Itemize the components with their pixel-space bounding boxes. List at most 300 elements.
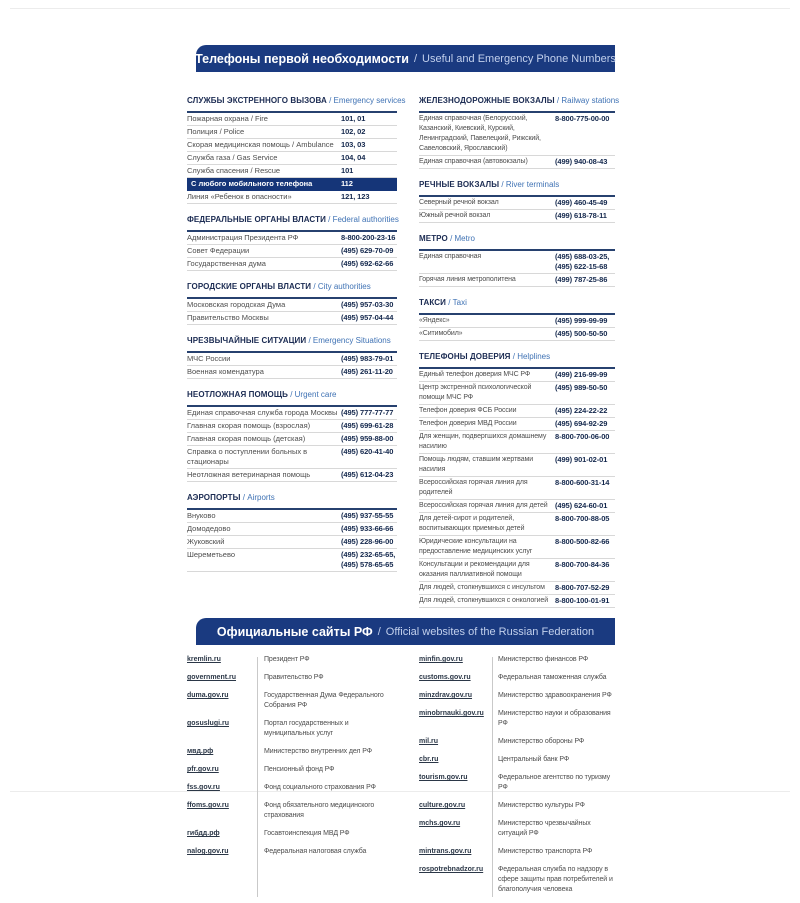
site-description: Правительство РФ: [264, 674, 324, 681]
phone-row-highlighted: [187, 178, 397, 191]
phone-row: [187, 433, 397, 446]
site-link[interactable]: gosuslugi.ru: [187, 720, 229, 727]
phone-row-number: [341, 511, 397, 521]
section-title: [187, 276, 397, 299]
phone-number-line: 8-800-600-31-14: [555, 478, 610, 487]
section-title: [419, 228, 615, 251]
phone-row: [187, 165, 397, 178]
phone-row-number: [341, 140, 397, 150]
section-title-ru: ГОРОДСКИЕ ОРГАНЫ ВЛАСТИ: [187, 282, 312, 291]
site-row: [187, 783, 397, 793]
phone-row: [419, 113, 615, 156]
phone-row-label: Внуково: [187, 511, 216, 520]
section-title: [419, 346, 615, 369]
phone-row: [187, 366, 397, 379]
phone-row-number: [555, 383, 615, 393]
section-title-ru: НЕОТЛОЖНАЯ ПОМОЩЬ: [187, 390, 288, 399]
site-description: Пенсионный фонд РФ: [264, 766, 335, 773]
phone-row: [187, 139, 397, 152]
phone-number-line: 112: [341, 179, 353, 188]
phone-number-line: (495) 261-11-20: [341, 367, 393, 376]
section-title-en: Helplines: [517, 352, 551, 361]
phone-row: [187, 523, 397, 536]
phone-row-label: «Яндекс»: [419, 317, 450, 324]
phone-row-label: Горячая линия метрополитена: [419, 276, 516, 283]
phone-row-number: [341, 127, 397, 137]
phone-row: [419, 513, 615, 536]
sites-directory: [187, 655, 615, 903]
section-title-en: Railway stations: [561, 96, 620, 105]
phone-row-number: [555, 252, 615, 272]
phone-row: [419, 251, 615, 274]
phone-section: [419, 90, 620, 169]
phone-number-line: (495) 224-22-22: [555, 406, 608, 415]
section-title-en: Airports: [247, 493, 275, 502]
sites-left-column: [187, 655, 397, 903]
phone-number-line: 101, 01: [341, 114, 366, 123]
section-title-en: Taxi: [452, 298, 467, 307]
phone-row-number: [555, 211, 615, 221]
phone-number-line: (495) 620-41-40: [341, 447, 394, 456]
phones-banner-title-en: Useful and Emergency Phone Numbers: [422, 52, 616, 65]
phone-row-label: Справка о поступлении больных в стационары: [187, 447, 308, 466]
phone-number-line: 8-800-700-88-05: [555, 514, 610, 523]
site-link[interactable]: мвд.рф: [187, 748, 214, 755]
section-title: [187, 90, 406, 113]
phone-row-label: Для женщин, подвергшихся домашнему насилию: [419, 433, 547, 450]
site-link[interactable]: culture.gov.ru: [419, 802, 466, 809]
phone-number-line: (495) 983-79-01: [341, 354, 394, 363]
phone-row: [187, 113, 397, 126]
site-row: [187, 829, 397, 839]
phone-row: [187, 446, 397, 469]
phone-row-label: Телефон доверия МВД России: [419, 420, 517, 427]
section-title-separator: /: [311, 282, 318, 291]
phone-row-number: [341, 550, 397, 570]
phone-row-number: [341, 300, 397, 310]
section-title-en: Metro: [454, 234, 475, 243]
phone-number-line: (495) 694-92-29: [555, 419, 608, 428]
phone-number-line: (495) 957-04-44: [341, 313, 394, 322]
section-title-en: River terminals: [505, 180, 560, 189]
site-description: Президент РФ: [264, 656, 310, 663]
site-description: Министерство обороны РФ: [498, 738, 585, 745]
phone-row-number: [555, 596, 615, 606]
section-title-separator: /: [306, 336, 313, 345]
site-row: [187, 801, 397, 821]
site-description: Фонд обязательного медицинского страхования: [264, 802, 375, 819]
phone-number-line: 8-800-200-23-16: [341, 233, 396, 242]
phone-row-label: Жуковский: [187, 537, 225, 546]
phone-section: [187, 487, 397, 572]
phones-banner: [196, 45, 615, 72]
site-row: [187, 673, 397, 683]
site-description: Министерство финансов РФ: [498, 656, 589, 663]
phone-number-line: (495) 688-03-25,: [555, 252, 610, 261]
phone-row-number: [341, 166, 397, 176]
site-row: [187, 691, 397, 711]
phone-section: [419, 292, 615, 341]
phone-row: [419, 536, 615, 559]
phone-row: [187, 469, 397, 482]
site-row: [419, 737, 615, 747]
phone-number-line: (495) 578-65-65: [341, 560, 394, 569]
phone-row-number: [341, 524, 397, 534]
site-description: Фонд социального страхования РФ: [264, 784, 376, 791]
section-title-ru: ТАКСИ: [419, 298, 446, 307]
phone-row-number: [341, 233, 397, 243]
phone-row-number: [341, 421, 397, 431]
phone-number-line: (495) 500-50-50: [555, 329, 608, 338]
phone-row-label: Московская городская Дума: [187, 300, 286, 309]
phone-number-line: (495) 228-96-00: [341, 537, 394, 546]
phone-section: [419, 346, 615, 608]
section-title-separator: /: [326, 96, 334, 105]
phone-row-number: [555, 560, 615, 570]
page-content: [187, 45, 620, 903]
phone-row-label: Неотложная ветеринарная помощь: [187, 470, 311, 479]
phone-number-line: (495) 957-03-30: [341, 300, 394, 309]
site-row: [187, 747, 397, 757]
phone-row-number: [341, 114, 397, 124]
phone-row-label: Правительство Москвы: [187, 313, 269, 322]
phone-row: [419, 315, 615, 328]
site-description: Госавтоинспекция МВД РФ: [264, 830, 350, 837]
phone-section: [187, 330, 397, 379]
phone-row-label: Для людей, столкнувшихся с инсультом: [419, 584, 545, 591]
phone-row-number: [555, 329, 615, 339]
site-description: Федеральная таможенная служба: [498, 674, 607, 681]
site-row: [419, 755, 615, 765]
phone-number-line: (499) 901-02-01: [555, 455, 608, 464]
phone-row-label: Единая справочная (автовокзалы): [419, 158, 528, 165]
phone-number-line: (499) 460-45-49: [555, 198, 608, 207]
site-link[interactable]: cbr.ru: [419, 756, 439, 763]
phone-row-number: [341, 153, 397, 163]
site-description: Министерство внутренних дел РФ: [264, 748, 372, 755]
section-title-ru: СЛУЖБЫ ЭКСТРЕННОГО ВЫЗОВА: [187, 96, 327, 105]
phone-row-number: [341, 470, 397, 480]
phone-row-number: [555, 114, 615, 124]
phone-row: [187, 299, 397, 312]
phone-number-line: (495) 699-61-28: [341, 421, 394, 430]
phone-number-line: (499) 787-25-86: [555, 275, 608, 284]
phone-row: [419, 418, 615, 431]
phone-number-line: (495) 622-15-68: [555, 262, 608, 271]
phone-row: [419, 328, 615, 341]
section-title-separator: /: [510, 352, 518, 361]
section-title-ru: ЖЕЛЕЗНОДОРОЖНЫЕ ВОКЗАЛЫ: [419, 96, 555, 105]
phone-row: [187, 312, 397, 325]
site-row: [419, 691, 615, 701]
phone-row-label: Южный речной вокзал: [419, 212, 491, 219]
site-link[interactable]: ffoms.gov.ru: [187, 802, 229, 809]
site-link[interactable]: pfr.gov.ru: [187, 766, 219, 773]
phone-row: [187, 549, 397, 572]
phone-number-line: (499) 940-08-43: [555, 157, 608, 166]
site-description: Федеральная служба по надзору в сфере защиты прав потребителей и благополучия человека: [498, 866, 613, 893]
phone-row-number: [341, 259, 397, 269]
section-title-separator: /: [445, 298, 453, 307]
sites-banner-title-en: Official websites of the Russian Federation: [385, 625, 595, 638]
site-row: [187, 655, 397, 665]
phone-row-number: [341, 313, 397, 323]
phone-row-label: Всероссийская горячая линия для детей: [419, 502, 548, 509]
phone-row-number: [555, 198, 615, 208]
section-title-separator: /: [499, 180, 506, 189]
phone-row-number: [555, 432, 615, 442]
phone-directory: [187, 90, 620, 608]
phone-row: [187, 126, 397, 139]
phone-row-number: [341, 537, 397, 547]
phone-row-label: С любого мобильного телефона: [191, 179, 313, 188]
phone-row-label: Полиция / Police: [187, 127, 245, 136]
phone-number-line: 8-800-707-52-29: [555, 583, 610, 592]
section-title-separator: /: [240, 493, 248, 502]
phone-row-label: Для людей, столкнувшихся с онкологией: [419, 597, 549, 604]
phone-number-line: (495) 692-62-66: [341, 259, 394, 268]
phone-row-number: [341, 367, 397, 377]
phone-row-number: [555, 501, 615, 511]
site-row: [419, 709, 615, 729]
phone-row-label: Служба газа / Gas Service: [187, 153, 278, 162]
phone-row: [419, 477, 615, 500]
phone-row-number: [555, 406, 615, 416]
phone-row: [419, 595, 615, 608]
phone-row-label: Единая справочная служба города Москвы: [187, 408, 338, 417]
section-title-ru: ЧРЕЗВЫЧАЙНЫЕ СИТУАЦИИ: [187, 336, 307, 345]
site-description: Центральный банк РФ: [498, 756, 570, 763]
section-title-ru: ТЕЛЕФОНЫ ДОВЕРИЯ: [419, 352, 511, 361]
section-title-separator: /: [287, 390, 295, 399]
site-link[interactable]: nalog.gov.ru: [187, 848, 229, 855]
site-description: Государственная Дума Федерального Собрания РФ: [264, 692, 384, 709]
site-row: [419, 801, 615, 811]
phone-row-number: [341, 354, 397, 364]
phone-row-number: [341, 434, 397, 444]
phone-number-line: 8-800-500-82-66: [555, 537, 610, 546]
phone-row-label: Домодедово: [187, 524, 231, 533]
section-title-ru: МЕТРО: [419, 234, 448, 243]
phone-section: [187, 276, 397, 325]
phone-row: [419, 454, 615, 477]
phone-row-label: Юридические консультации на предоставление медицинских услуг: [419, 538, 533, 555]
phone-number-line: (495) 629-70-09: [341, 246, 394, 255]
phone-section: [187, 90, 406, 204]
site-description: Министерство здравоохранения РФ: [498, 692, 612, 699]
phone-number-line: 103, 03: [341, 140, 366, 149]
phone-row-label: Скорая медицинская помощь / Ambulance: [187, 140, 334, 149]
section-title-en: City authorities: [317, 282, 371, 291]
site-link[interactable]: minobrnauki.gov.ru: [419, 710, 484, 717]
phone-row-label: Консультации и рекомендации для оказания паллиативной помощи: [419, 561, 530, 578]
site-link[interactable]: mintrans.gov.ru: [419, 848, 472, 855]
phone-number-line: (495) 937-55-55: [341, 511, 394, 520]
phone-row: [419, 582, 615, 595]
phone-number-line: 102, 02: [341, 127, 366, 136]
phone-number-line: (495) 959-88-00: [341, 434, 394, 443]
phone-row-label: Служба спасения / Rescue: [187, 166, 281, 175]
site-description: Федеральная налоговая служба: [264, 848, 367, 855]
phone-row-number: [555, 419, 615, 429]
section-title-separator: /: [325, 215, 333, 224]
phone-row: [187, 258, 397, 271]
phone-row-number: [341, 447, 397, 457]
phone-row: [187, 536, 397, 549]
sites-banner-separator: /: [377, 625, 381, 638]
phone-section: [187, 209, 397, 271]
phone-number-line: (495) 777-77-77: [341, 408, 394, 417]
phone-row: [419, 156, 615, 169]
phone-directory-right-column: [419, 90, 620, 608]
site-row: [419, 819, 615, 839]
phone-row-label: Совет Федерации: [187, 246, 250, 255]
phone-row-label: «Ситимобил»: [419, 330, 463, 337]
phone-row-number: [555, 275, 615, 285]
section-title-separator: /: [554, 96, 562, 105]
phone-row: [419, 274, 615, 287]
phone-row: [419, 369, 615, 382]
phone-row-label: Единая справочная: [419, 253, 482, 260]
section-title: [187, 487, 397, 510]
phone-row-label: МЧС России: [187, 354, 231, 363]
section-title: [419, 90, 620, 113]
phone-row-number: [341, 179, 397, 189]
phone-number-line: (499) 618-78-11: [555, 211, 607, 220]
phone-row-label: Пожарная охрана / Fire: [187, 114, 268, 123]
site-row: [187, 847, 397, 857]
phone-number-line: 8-800-700-06-00: [555, 432, 610, 441]
site-link[interactable]: гибдд.рф: [187, 830, 220, 837]
section-title-en: Emergency Situations: [312, 336, 391, 345]
phone-number-line: 8-800-700-84-36: [555, 560, 610, 569]
phone-number-line: (495) 612-04-23: [341, 470, 394, 479]
phone-row-number: [555, 316, 615, 326]
phone-row-label: Помощь людям, ставшим жертвами насилия: [419, 456, 534, 473]
section-title: [419, 174, 615, 197]
phone-row-label: Государственная дума: [187, 259, 266, 268]
site-link[interactable]: government.ru: [187, 674, 237, 681]
phone-row-label: Военная комендатура: [187, 367, 264, 376]
phone-row-label: Главная скорая помощь (взрослая): [187, 421, 311, 430]
phone-row-label: Всероссийская горячая линия для родителей: [419, 479, 528, 496]
site-row: [419, 773, 615, 793]
section-title-ru: ФЕДЕРАЛЬНЫЕ ОРГАНЫ ВЛАСТИ: [187, 215, 326, 224]
site-link[interactable]: minzdrav.gov.ru: [419, 692, 473, 699]
phone-row-label: Для детей-сирот и родителей, воспитывающих приемных детей: [419, 515, 525, 532]
phone-row-label: Линия «Ребенок в опасности»: [187, 192, 292, 201]
section-title: [187, 209, 397, 232]
phone-row-number: [555, 478, 615, 488]
phone-directory-left-column: [187, 90, 406, 608]
phone-number-line: (495) 624-60-01: [555, 501, 608, 510]
phone-row: [187, 420, 397, 433]
phones-banner-separator: /: [413, 52, 418, 65]
phone-row-label: Единая справочная (Белорусский, Казанский, Киевский, Курский, Ленинградский, Павелецкий, Рижский, Савеловский, Ярославский): [419, 115, 541, 152]
phone-number-line: 121, 123: [341, 192, 370, 201]
phone-row-number: [555, 583, 615, 593]
site-link[interactable]: customs.gov.ru: [419, 674, 471, 681]
site-link[interactable]: fss.gov.ru: [187, 784, 220, 791]
section-title: [419, 292, 615, 315]
phone-number-line: (499) 216-99-99: [555, 370, 608, 379]
phone-number-line: (495) 999-99-99: [555, 316, 608, 325]
phone-number-line: 101: [341, 166, 354, 175]
phone-row-label: Главная скорая помощь (детская): [187, 434, 306, 443]
phone-row: [419, 431, 615, 454]
phone-row: [187, 152, 397, 165]
phone-row: [187, 510, 397, 523]
site-link[interactable]: mil.ru: [419, 738, 439, 745]
phone-row-number: [555, 455, 615, 465]
phone-number-line: 104, 04: [341, 153, 366, 162]
section-title: [187, 330, 397, 353]
phone-row: [419, 500, 615, 513]
site-description: Портал государственных и муниципальных услуг: [264, 720, 349, 737]
section-title: [187, 384, 397, 407]
phone-row-number: [341, 192, 397, 202]
sites-right-column: [419, 655, 615, 903]
site-description: Министерство культуры РФ: [498, 802, 585, 809]
phone-row: [187, 353, 397, 366]
section-title-en: Urgent care: [294, 390, 337, 399]
site-row: [187, 719, 397, 739]
site-row: [419, 847, 615, 857]
phone-row: [187, 407, 397, 420]
site-description: Министерство транспорта РФ: [498, 848, 593, 855]
phone-number-line: (495) 232-65-65,: [341, 550, 396, 559]
phone-number-line: 8-800-100-01-91: [555, 596, 610, 605]
site-link[interactable]: kremlin.ru: [187, 656, 221, 663]
site-description: Министерство науки и образования РФ: [498, 710, 611, 727]
phone-row-label: Центр экстренной психологической помощи МЧС РФ: [419, 384, 532, 401]
site-link[interactable]: minfin.gov.ru: [419, 656, 463, 663]
phone-row-number: [555, 514, 615, 524]
site-link[interactable]: rospotrebnadzor.ru: [419, 866, 484, 873]
site-row: [419, 673, 615, 683]
section-title-ru: РЕЧНЫЕ ВОКЗАЛЫ: [419, 180, 500, 189]
phone-row: [187, 232, 397, 245]
phone-row-number: [555, 157, 615, 167]
phone-row-number: [341, 408, 397, 418]
phone-number-line: (495) 989-50-50: [555, 383, 608, 392]
section-title-en: Emergency services: [333, 96, 406, 105]
phone-section: [187, 384, 397, 482]
site-link[interactable]: mchs.gov.ru: [419, 820, 461, 827]
site-description: Федеральное агентство по туризму РФ: [498, 774, 611, 791]
phone-row: [419, 559, 615, 582]
site-description: Министерство чрезвычайных ситуаций РФ: [498, 820, 591, 837]
phone-row-label: Телефон доверия ФСБ России: [419, 407, 517, 414]
phone-row: [187, 191, 397, 204]
site-row: [419, 865, 615, 895]
site-link[interactable]: duma.gov.ru: [187, 692, 229, 699]
phone-row: [419, 405, 615, 418]
phone-row-number: [555, 370, 615, 380]
site-link[interactable]: tourism.gov.ru: [419, 774, 468, 781]
phone-number-line: 8-800-775-00-00: [555, 114, 610, 123]
phone-section: [419, 228, 615, 287]
phones-banner-title-ru: Телефоны первой необходимости: [195, 51, 409, 66]
site-row: [419, 655, 615, 665]
phone-row: [187, 245, 397, 258]
section-title-en: Federal authorities: [332, 215, 399, 224]
phone-row: [419, 197, 615, 210]
section-title-ru: АЭРОПОРТЫ: [187, 493, 241, 502]
phone-row-label: Шереметьево: [187, 550, 236, 559]
page-edge-top: [10, 8, 790, 9]
sites-banner: [196, 618, 615, 645]
